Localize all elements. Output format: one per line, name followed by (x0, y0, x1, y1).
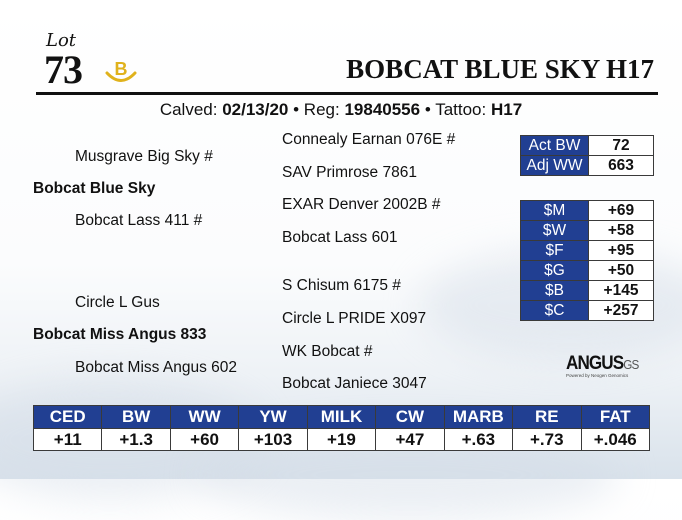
epd-header-row (34, 406, 650, 429)
epd-table (33, 405, 650, 451)
pedigree-sire: Bobcat Blue Sky (33, 180, 156, 197)
tattoo-label: Tattoo: (435, 100, 487, 119)
epd-header: CW (376, 406, 444, 429)
logo-main-text: ANGUS (566, 353, 624, 374)
epd-header: RE (513, 406, 581, 429)
weights-table (520, 135, 654, 176)
separator: • (424, 100, 431, 119)
pedigree-sire-dam-sire: EXAR Denver 2002B # (282, 196, 441, 213)
registration-line (0, 99, 682, 121)
pedigree-sire-sire: Musgrave Big Sky # (75, 148, 213, 165)
weight-row (521, 136, 654, 156)
tattoo-value: H17 (490, 100, 523, 119)
epd-value-row (34, 429, 650, 451)
weight-row (521, 156, 654, 176)
animal-name: BOBCAT BLUE SKY H17 (346, 54, 654, 84)
index-label: $G (521, 261, 589, 281)
pedigree-dam-sire-dam: Circle L PRIDE X097 (282, 310, 427, 327)
epd-value: +60 (170, 429, 238, 451)
index-value: +50 (589, 261, 654, 281)
calved-date: 02/13/20 (222, 100, 289, 119)
epd-value: +19 (307, 429, 375, 451)
epd-header: YW (239, 406, 307, 429)
lot-label: Lot (46, 30, 77, 51)
index-label: $M (521, 201, 589, 221)
index-row (521, 221, 654, 241)
pedigree-sire-sire-sire: Connealy Earnan 076E # (282, 131, 456, 148)
index-label: $B (521, 281, 589, 301)
index-value: +58 (589, 221, 654, 241)
index-value: +145 (589, 281, 654, 301)
epd-value: +11 (34, 429, 102, 451)
pedigree-dam-dam-dam: Bobcat Janiece 3047 (282, 375, 427, 392)
pedigree-dam: Bobcat Miss Angus 833 (33, 326, 207, 343)
epd-value: +.63 (444, 429, 512, 451)
epd-value: +1.3 (102, 429, 170, 451)
epd-value: +103 (239, 429, 307, 451)
reg-number: 19840556 (344, 100, 421, 119)
reg-label: Reg: (303, 100, 340, 119)
index-label: $W (521, 221, 589, 241)
weight-label: Adj WW (521, 156, 589, 176)
index-row (521, 241, 654, 261)
index-value: +257 (589, 301, 654, 321)
epd-header: CED (34, 406, 102, 429)
epd-value: +47 (376, 429, 444, 451)
brand-b-icon (104, 56, 138, 86)
epd-header: FAT (581, 406, 650, 429)
weight-label: Act BW (521, 136, 589, 156)
index-value: +95 (589, 241, 654, 261)
separator: • (293, 100, 300, 119)
pedigree-dam-sire: Circle L Gus (75, 294, 160, 311)
index-row (521, 301, 654, 321)
index-row (521, 281, 654, 301)
lot-number: 73 (44, 47, 82, 92)
angus-gs-logo (566, 353, 652, 378)
index-label: $C (521, 301, 589, 321)
svg-text:B: B (114, 59, 128, 79)
pedigree-sire-sire-dam: SAV Primrose 7861 (282, 164, 417, 181)
index-row (521, 201, 654, 221)
pedigree-dam-sire-sire: S Chisum 6175 # (282, 277, 401, 294)
index-label: $F (521, 241, 589, 261)
index-row (521, 261, 654, 281)
pedigree-dam-dam: Bobcat Miss Angus 602 (75, 359, 237, 376)
weight-value: 663 (589, 156, 654, 176)
pedigree-sire-dam-dam: Bobcat Lass 601 (282, 229, 398, 246)
index-table (520, 200, 654, 321)
header-divider (36, 92, 658, 95)
logo-suffix: GS (623, 357, 639, 372)
pedigree-dam-dam-sire: WK Bobcat # (282, 343, 373, 360)
epd-header: WW (170, 406, 238, 429)
epd-header: MILK (307, 406, 375, 429)
weight-value: 72 (589, 136, 654, 156)
index-value: +69 (589, 201, 654, 221)
epd-header: MARB (444, 406, 512, 429)
epd-value: +.73 (513, 429, 581, 451)
epd-value: +.046 (581, 429, 650, 451)
pedigree-sire-dam: Bobcat Lass 411 # (75, 212, 203, 229)
logo-tagline: Powered by Neogen Genomics (566, 373, 629, 378)
calved-label: Calved: (159, 100, 218, 119)
epd-header: BW (102, 406, 170, 429)
logo-wordmark (566, 353, 643, 375)
